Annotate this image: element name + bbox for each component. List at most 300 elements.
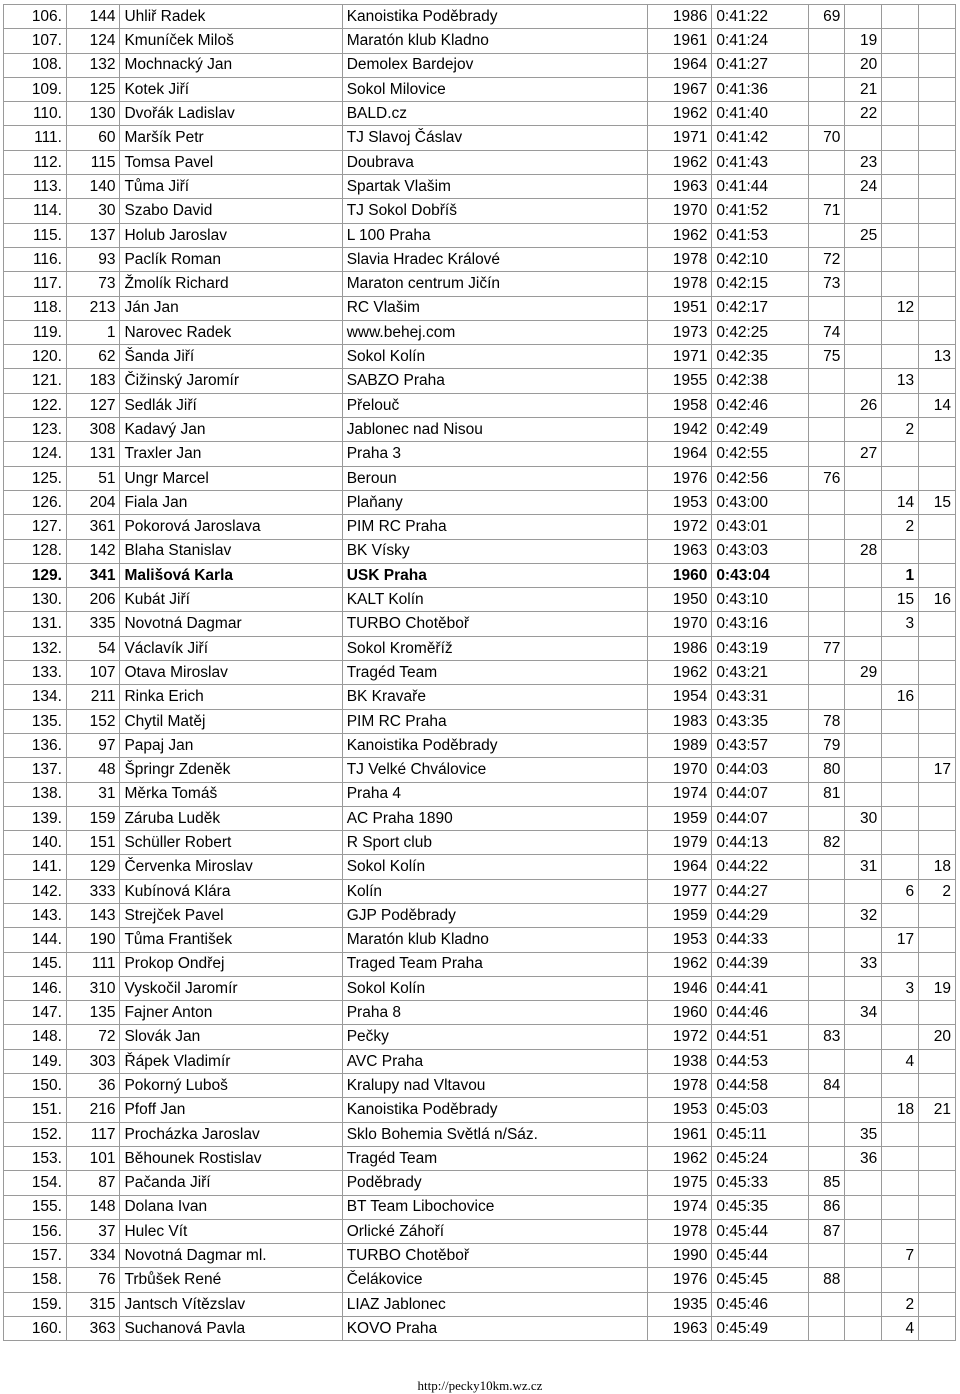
- club-cell: Traged Team Praha: [342, 952, 647, 976]
- bib-number-cell: 117: [66, 1122, 119, 1146]
- category-rank-a-cell: [808, 685, 845, 709]
- category-rank-d-cell: [919, 29, 956, 53]
- category-rank-b-cell: [845, 1317, 882, 1341]
- category-rank-c-cell: [882, 709, 919, 733]
- rank-cell: 128.: [4, 539, 67, 563]
- table-row: [4, 1146, 956, 1170]
- category-rank-a-cell: [808, 369, 845, 393]
- table-row: [4, 1025, 956, 1049]
- category-rank-c-cell: [882, 806, 919, 830]
- category-rank-b-cell: 35: [845, 1122, 882, 1146]
- category-rank-a-cell: [808, 855, 845, 879]
- bib-number-cell: 131: [66, 442, 119, 466]
- rank-cell: 115.: [4, 223, 67, 247]
- finish-time-cell: 0:43:04: [712, 563, 808, 587]
- table-row: [4, 831, 956, 855]
- bib-number-cell: 30: [66, 199, 119, 223]
- category-rank-b-cell: [845, 320, 882, 344]
- table-row: [4, 855, 956, 879]
- category-rank-c-cell: [882, 320, 919, 344]
- rank-cell: 142.: [4, 879, 67, 903]
- club-cell: Poděbrady: [342, 1171, 647, 1195]
- category-rank-d-cell: [919, 515, 956, 539]
- category-rank-c-cell: [882, 29, 919, 53]
- category-rank-b-cell: 33: [845, 952, 882, 976]
- category-rank-a-cell: [808, 29, 845, 53]
- table-row: [4, 418, 956, 442]
- runner-name-cell: Hulec Vít: [120, 1219, 342, 1243]
- birth-year-cell: 1951: [648, 296, 712, 320]
- category-rank-b-cell: 31: [845, 855, 882, 879]
- birth-year-cell: 1989: [648, 733, 712, 757]
- rank-cell: 108.: [4, 53, 67, 77]
- finish-time-cell: 0:41:53: [712, 223, 808, 247]
- birth-year-cell: 1935: [648, 1292, 712, 1316]
- birth-year-cell: 1974: [648, 1195, 712, 1219]
- category-rank-d-cell: [919, 928, 956, 952]
- category-rank-d-cell: 21: [919, 1098, 956, 1122]
- category-rank-d-cell: [919, 685, 956, 709]
- rank-cell: 160.: [4, 1317, 67, 1341]
- club-cell: LIAZ Jablonec: [342, 1292, 647, 1316]
- table-row: [4, 272, 956, 296]
- category-rank-b-cell: [845, 1074, 882, 1098]
- category-rank-a-cell: [808, 393, 845, 417]
- runner-name-cell: Tůma František: [120, 928, 342, 952]
- birth-year-cell: 1986: [648, 636, 712, 660]
- table-row: [4, 952, 956, 976]
- runner-name-cell: Maršík Petr: [120, 126, 342, 150]
- club-cell: Praha 4: [342, 782, 647, 806]
- runner-name-cell: Dvořák Ladislav: [120, 102, 342, 126]
- finish-time-cell: 0:42:56: [712, 466, 808, 490]
- bib-number-cell: 72: [66, 1025, 119, 1049]
- table-row: [4, 247, 956, 271]
- bib-number-cell: 130: [66, 102, 119, 126]
- category-rank-a-cell: 84: [808, 1074, 845, 1098]
- category-rank-a-cell: 79: [808, 733, 845, 757]
- table-row: [4, 903, 956, 927]
- runner-name-cell: Špringr Zdeněk: [120, 758, 342, 782]
- finish-time-cell: 0:45:45: [712, 1268, 808, 1292]
- category-rank-b-cell: 25: [845, 223, 882, 247]
- runner-name-cell: Szabo David: [120, 199, 342, 223]
- birth-year-cell: 1990: [648, 1244, 712, 1268]
- category-rank-d-cell: [919, 782, 956, 806]
- birth-year-cell: 1975: [648, 1171, 712, 1195]
- club-cell: TJ Velké Chválovice: [342, 758, 647, 782]
- rank-cell: 159.: [4, 1292, 67, 1316]
- finish-time-cell: 0:41:44: [712, 175, 808, 199]
- category-rank-d-cell: [919, 1146, 956, 1170]
- rank-cell: 130.: [4, 588, 67, 612]
- finish-time-cell: 0:43:21: [712, 661, 808, 685]
- finish-time-cell: 0:42:49: [712, 418, 808, 442]
- category-rank-a-cell: 80: [808, 758, 845, 782]
- runner-name-cell: Papaj Jan: [120, 733, 342, 757]
- finish-time-cell: 0:44:03: [712, 758, 808, 782]
- category-rank-a-cell: [808, 1292, 845, 1316]
- birth-year-cell: 1978: [648, 1219, 712, 1243]
- bib-number-cell: 101: [66, 1146, 119, 1170]
- club-cell: BK Vísky: [342, 539, 647, 563]
- birth-year-cell: 1938: [648, 1049, 712, 1073]
- category-rank-a-cell: 81: [808, 782, 845, 806]
- birth-year-cell: 1973: [648, 320, 712, 344]
- category-rank-a-cell: [808, 77, 845, 101]
- club-cell: Pečky: [342, 1025, 647, 1049]
- runner-name-cell: Strejček Pavel: [120, 903, 342, 927]
- category-rank-b-cell: [845, 733, 882, 757]
- table-row: [4, 1219, 956, 1243]
- bib-number-cell: 152: [66, 709, 119, 733]
- club-cell: BALD.cz: [342, 102, 647, 126]
- finish-time-cell: 0:44:58: [712, 1074, 808, 1098]
- bib-number-cell: 111: [66, 952, 119, 976]
- club-cell: Praha 3: [342, 442, 647, 466]
- table-row: [4, 320, 956, 344]
- finish-time-cell: 0:44:07: [712, 806, 808, 830]
- category-rank-d-cell: [919, 563, 956, 587]
- category-rank-b-cell: [845, 247, 882, 271]
- category-rank-c-cell: [882, 1171, 919, 1195]
- category-rank-c-cell: 7: [882, 1244, 919, 1268]
- rank-cell: 148.: [4, 1025, 67, 1049]
- bib-number-cell: 216: [66, 1098, 119, 1122]
- birth-year-cell: 1962: [648, 661, 712, 685]
- bib-number-cell: 1: [66, 320, 119, 344]
- category-rank-d-cell: [919, 5, 956, 29]
- runner-name-cell: Rinka Erich: [120, 685, 342, 709]
- category-rank-d-cell: [919, 223, 956, 247]
- table-row: [4, 563, 956, 587]
- bib-number-cell: 115: [66, 150, 119, 174]
- birth-year-cell: 1950: [648, 588, 712, 612]
- club-cell: Tragéd Team: [342, 661, 647, 685]
- rank-cell: 150.: [4, 1074, 67, 1098]
- category-rank-d-cell: 16: [919, 588, 956, 612]
- category-rank-d-cell: 15: [919, 490, 956, 514]
- category-rank-d-cell: [919, 320, 956, 344]
- bib-number-cell: 51: [66, 466, 119, 490]
- bib-number-cell: 125: [66, 77, 119, 101]
- club-cell: Kolín: [342, 879, 647, 903]
- birth-year-cell: 1959: [648, 903, 712, 927]
- rank-cell: 127.: [4, 515, 67, 539]
- rank-cell: 157.: [4, 1244, 67, 1268]
- table-row: [4, 976, 956, 1000]
- table-row: [4, 782, 956, 806]
- category-rank-b-cell: [845, 272, 882, 296]
- table-row: [4, 29, 956, 53]
- rank-cell: 125.: [4, 466, 67, 490]
- table-row: [4, 77, 956, 101]
- bib-number-cell: 124: [66, 29, 119, 53]
- birth-year-cell: 1964: [648, 53, 712, 77]
- category-rank-d-cell: [919, 612, 956, 636]
- category-rank-d-cell: 18: [919, 855, 956, 879]
- category-rank-c-cell: [882, 175, 919, 199]
- club-cell: TJ Slavoj Čáslav: [342, 126, 647, 150]
- category-rank-c-cell: 13: [882, 369, 919, 393]
- table-row: [4, 369, 956, 393]
- category-rank-a-cell: 72: [808, 247, 845, 271]
- category-rank-c-cell: 2: [882, 418, 919, 442]
- club-cell: Beroun: [342, 466, 647, 490]
- category-rank-a-cell: 69: [808, 5, 845, 29]
- category-rank-a-cell: 75: [808, 345, 845, 369]
- finish-time-cell: 0:42:46: [712, 393, 808, 417]
- category-rank-d-cell: [919, 1122, 956, 1146]
- results-table: [3, 4, 956, 1341]
- bib-number-cell: 107: [66, 661, 119, 685]
- table-row: [4, 1098, 956, 1122]
- rank-cell: 137.: [4, 758, 67, 782]
- club-cell: Maratón klub Kladno: [342, 29, 647, 53]
- bib-number-cell: 148: [66, 1195, 119, 1219]
- club-cell: PIM RC Praha: [342, 709, 647, 733]
- category-rank-a-cell: [808, 296, 845, 320]
- finish-time-cell: 0:42:55: [712, 442, 808, 466]
- category-rank-b-cell: [845, 418, 882, 442]
- birth-year-cell: 1970: [648, 612, 712, 636]
- finish-time-cell: 0:44:33: [712, 928, 808, 952]
- category-rank-b-cell: [845, 1171, 882, 1195]
- rank-cell: 120.: [4, 345, 67, 369]
- finish-time-cell: 0:44:39: [712, 952, 808, 976]
- bib-number-cell: 151: [66, 831, 119, 855]
- category-rank-a-cell: 82: [808, 831, 845, 855]
- category-rank-c-cell: [882, 1146, 919, 1170]
- runner-name-cell: Kubínová Klára: [120, 879, 342, 903]
- rank-cell: 114.: [4, 199, 67, 223]
- bib-number-cell: 132: [66, 53, 119, 77]
- finish-time-cell: 0:41:40: [712, 102, 808, 126]
- table-row: [4, 879, 956, 903]
- category-rank-b-cell: [845, 1244, 882, 1268]
- category-rank-c-cell: [882, 150, 919, 174]
- category-rank-a-cell: 87: [808, 1219, 845, 1243]
- finish-time-cell: 0:43:31: [712, 685, 808, 709]
- category-rank-d-cell: [919, 831, 956, 855]
- rank-cell: 109.: [4, 77, 67, 101]
- category-rank-b-cell: 36: [845, 1146, 882, 1170]
- category-rank-d-cell: [919, 709, 956, 733]
- runner-name-cell: Dolana Ivan: [120, 1195, 342, 1219]
- category-rank-b-cell: 28: [845, 539, 882, 563]
- rank-cell: 139.: [4, 806, 67, 830]
- birth-year-cell: 1954: [648, 685, 712, 709]
- birth-year-cell: 1946: [648, 976, 712, 1000]
- category-rank-a-cell: [808, 612, 845, 636]
- bib-number-cell: 97: [66, 733, 119, 757]
- runner-name-cell: Červenka Miroslav: [120, 855, 342, 879]
- bib-number-cell: 211: [66, 685, 119, 709]
- finish-time-cell: 0:44:22: [712, 855, 808, 879]
- birth-year-cell: 1962: [648, 1146, 712, 1170]
- table-row: [4, 199, 956, 223]
- club-cell: Kanoistika Poděbrady: [342, 1098, 647, 1122]
- club-cell: Praha 8: [342, 1001, 647, 1025]
- finish-time-cell: 0:45:44: [712, 1244, 808, 1268]
- runner-name-cell: Fiala Jan: [120, 490, 342, 514]
- category-rank-d-cell: [919, 661, 956, 685]
- runner-name-cell: Suchanová Pavla: [120, 1317, 342, 1341]
- rank-cell: 149.: [4, 1049, 67, 1073]
- club-cell: Plaňany: [342, 490, 647, 514]
- runner-name-cell: Tomsa Pavel: [120, 150, 342, 174]
- rank-cell: 106.: [4, 5, 67, 29]
- club-cell: Sklo Bohemia Světlá n/Sáz.: [342, 1122, 647, 1146]
- rank-cell: 141.: [4, 855, 67, 879]
- table-row: [4, 5, 956, 29]
- category-rank-b-cell: [845, 588, 882, 612]
- category-rank-b-cell: 26: [845, 393, 882, 417]
- runner-name-cell: Blaha Stanislav: [120, 539, 342, 563]
- birth-year-cell: 1976: [648, 1268, 712, 1292]
- category-rank-b-cell: [845, 466, 882, 490]
- table-row: [4, 1171, 956, 1195]
- club-cell: L 100 Praha: [342, 223, 647, 247]
- category-rank-c-cell: [882, 442, 919, 466]
- table-row: [4, 1268, 956, 1292]
- birth-year-cell: 1964: [648, 442, 712, 466]
- birth-year-cell: 1958: [648, 393, 712, 417]
- category-rank-a-cell: [808, 1098, 845, 1122]
- category-rank-a-cell: [808, 1001, 845, 1025]
- category-rank-c-cell: 4: [882, 1049, 919, 1073]
- runner-name-cell: Kotek Jiří: [120, 77, 342, 101]
- category-rank-b-cell: 20: [845, 53, 882, 77]
- category-rank-b-cell: 30: [845, 806, 882, 830]
- rank-cell: 144.: [4, 928, 67, 952]
- club-cell: PIM RC Praha: [342, 515, 647, 539]
- category-rank-c-cell: [882, 782, 919, 806]
- runner-name-cell: Otava Miroslav: [120, 661, 342, 685]
- club-cell: www.behej.com: [342, 320, 647, 344]
- club-cell: TURBO Chotěboř: [342, 1244, 647, 1268]
- club-cell: USK Praha: [342, 563, 647, 587]
- category-rank-c-cell: [882, 855, 919, 879]
- birth-year-cell: 1961: [648, 29, 712, 53]
- runner-name-cell: Měrka Tomáš: [120, 782, 342, 806]
- table-row: [4, 345, 956, 369]
- bib-number-cell: 129: [66, 855, 119, 879]
- bib-number-cell: 335: [66, 612, 119, 636]
- runner-name-cell: Prokop Ondřej: [120, 952, 342, 976]
- runner-name-cell: Jantsch Vítězslav: [120, 1292, 342, 1316]
- finish-time-cell: 0:43:35: [712, 709, 808, 733]
- rank-cell: 143.: [4, 903, 67, 927]
- rank-cell: 113.: [4, 175, 67, 199]
- category-rank-b-cell: [845, 1268, 882, 1292]
- category-rank-a-cell: [808, 418, 845, 442]
- runner-name-cell: Pokorová Jaroslava: [120, 515, 342, 539]
- rank-cell: 119.: [4, 320, 67, 344]
- category-rank-a-cell: [808, 1049, 845, 1073]
- category-rank-a-cell: 74: [808, 320, 845, 344]
- category-rank-c-cell: [882, 539, 919, 563]
- birth-year-cell: 1972: [648, 515, 712, 539]
- rank-cell: 135.: [4, 709, 67, 733]
- finish-time-cell: 0:41:22: [712, 5, 808, 29]
- runner-name-cell: Trbůšek René: [120, 1268, 342, 1292]
- bib-number-cell: 144: [66, 5, 119, 29]
- rank-cell: 140.: [4, 831, 67, 855]
- table-row: [4, 150, 956, 174]
- bib-number-cell: 37: [66, 1219, 119, 1243]
- category-rank-c-cell: [882, 393, 919, 417]
- finish-time-cell: 0:44:29: [712, 903, 808, 927]
- category-rank-c-cell: [882, 1195, 919, 1219]
- category-rank-d-cell: [919, 150, 956, 174]
- category-rank-b-cell: [845, 1098, 882, 1122]
- category-rank-b-cell: 27: [845, 442, 882, 466]
- bib-number-cell: 315: [66, 1292, 119, 1316]
- category-rank-c-cell: 17: [882, 928, 919, 952]
- finish-time-cell: 0:42:38: [712, 369, 808, 393]
- rank-cell: 158.: [4, 1268, 67, 1292]
- birth-year-cell: 1963: [648, 175, 712, 199]
- category-rank-a-cell: [808, 539, 845, 563]
- bib-number-cell: 137: [66, 223, 119, 247]
- category-rank-c-cell: [882, 345, 919, 369]
- club-cell: Přelouč: [342, 393, 647, 417]
- rank-cell: 131.: [4, 612, 67, 636]
- rank-cell: 152.: [4, 1122, 67, 1146]
- category-rank-b-cell: [845, 563, 882, 587]
- category-rank-b-cell: [845, 5, 882, 29]
- birth-year-cell: 1959: [648, 806, 712, 830]
- birth-year-cell: 1967: [648, 77, 712, 101]
- rank-cell: 129.: [4, 563, 67, 587]
- runner-name-cell: Kmuníček Miloš: [120, 29, 342, 53]
- runner-name-cell: Mališová Karla: [120, 563, 342, 587]
- category-rank-a-cell: [808, 952, 845, 976]
- category-rank-a-cell: [808, 442, 845, 466]
- category-rank-b-cell: [845, 369, 882, 393]
- finish-time-cell: 0:44:53: [712, 1049, 808, 1073]
- birth-year-cell: 1964: [648, 855, 712, 879]
- finish-time-cell: 0:45:35: [712, 1195, 808, 1219]
- category-rank-c-cell: 3: [882, 612, 919, 636]
- category-rank-a-cell: [808, 661, 845, 685]
- category-rank-d-cell: 2: [919, 879, 956, 903]
- finish-time-cell: 0:45:24: [712, 1146, 808, 1170]
- table-row: [4, 1195, 956, 1219]
- category-rank-d-cell: [919, 199, 956, 223]
- bib-number-cell: 31: [66, 782, 119, 806]
- category-rank-d-cell: [919, 1171, 956, 1195]
- category-rank-d-cell: [919, 1244, 956, 1268]
- finish-time-cell: 0:44:07: [712, 782, 808, 806]
- category-rank-c-cell: 12: [882, 296, 919, 320]
- bib-number-cell: 142: [66, 539, 119, 563]
- runner-name-cell: Vyskočil Jaromír: [120, 976, 342, 1000]
- category-rank-d-cell: [919, 102, 956, 126]
- category-rank-d-cell: [919, 1292, 956, 1316]
- table-row: [4, 1292, 956, 1316]
- birth-year-cell: 1962: [648, 952, 712, 976]
- rank-cell: 118.: [4, 296, 67, 320]
- runner-name-cell: Žmolík Richard: [120, 272, 342, 296]
- category-rank-b-cell: [845, 782, 882, 806]
- birth-year-cell: 1978: [648, 247, 712, 271]
- category-rank-a-cell: 83: [808, 1025, 845, 1049]
- category-rank-d-cell: [919, 418, 956, 442]
- rank-cell: 112.: [4, 150, 67, 174]
- runner-name-cell: Kubát Jiří: [120, 588, 342, 612]
